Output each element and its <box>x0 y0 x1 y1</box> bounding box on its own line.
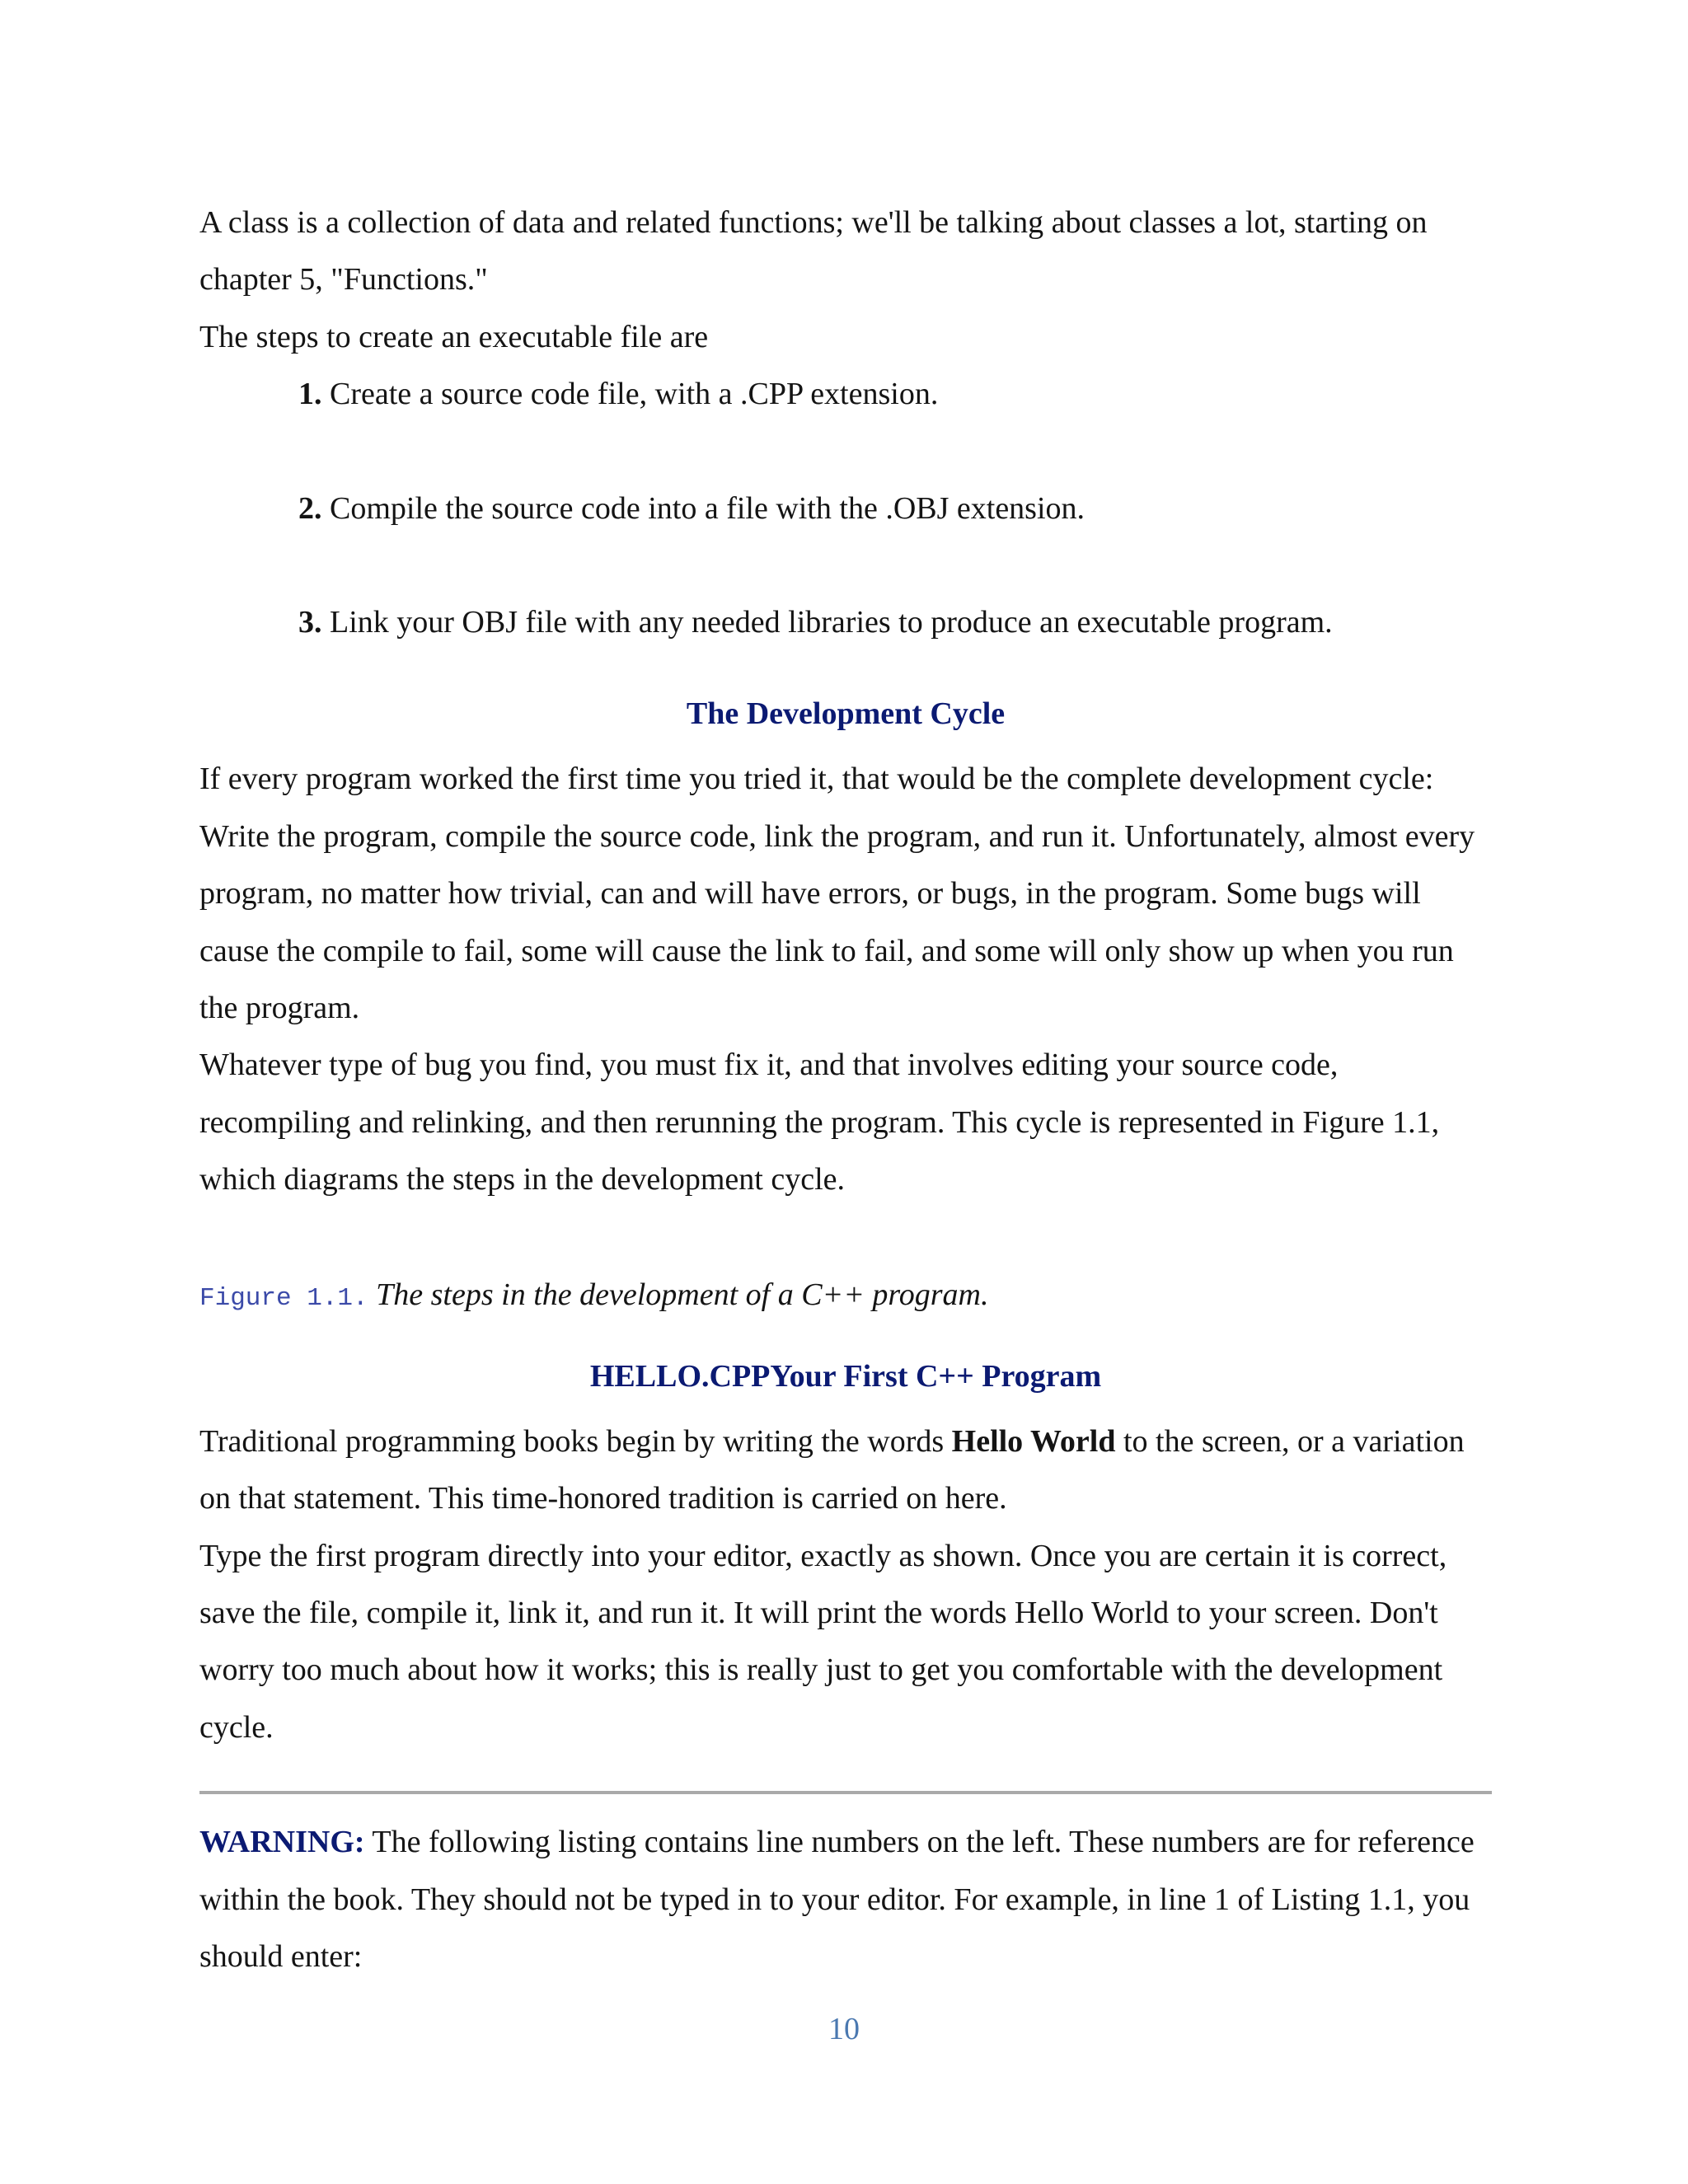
hello-world-bold: Hello World <box>951 1423 1116 1459</box>
steps-intro: The steps to create an executable file are <box>199 319 709 354</box>
horizontal-divider <box>199 1791 1492 1794</box>
step-text: Create a source code file, with a .CPP extension. <box>330 377 939 412</box>
hello-p1-before: Traditional programming books begin by writing the words <box>199 1423 952 1459</box>
section-heading-hello-cpp: HELLO.CPPYour First C++ Program <box>589 1358 1102 1394</box>
page-number: 10 <box>828 2012 860 2046</box>
step-number: 2. <box>298 490 322 526</box>
hello-paragraph-2: Type the first program directly into your editor, exactly as shown. Once you are certain it is correct, save the file, compile it, link it, and run it. It will print the words Hello World to your screen. Don't worry too much about how it works; this is really just to get you comfortable with the development cycle. <box>199 1538 1447 1745</box>
hello-p1-after: to the screen, or a variation on that statement. This time-honored tradition is carried on here. <box>199 1423 1465 1516</box>
list-item <box>199 594 1492 651</box>
step-text: Compile the source code into a file with the .OBJ extension. <box>330 490 1085 526</box>
warning-paragraph <box>199 1814 1492 1985</box>
figure-caption-text: The steps in the development of a C++ program. <box>376 1277 989 1312</box>
figure-caption <box>199 1267 1492 1327</box>
hello-paragraph-1 <box>199 1413 1492 1528</box>
figure-label: Figure 1.1. <box>199 1283 368 1313</box>
list-item <box>199 480 1492 537</box>
step-number: 3. <box>298 605 322 640</box>
list-item <box>199 366 1492 423</box>
development-cycle-paragraph-1: If every program worked the first time you tried it, that would be the complete development cycle: Write the program, compile the source code, link the program, and run it. Unfortunately, almost every program, no matter how trivial, can and will have errors, or bugs, in the program. Some bugs will cause the compile to fail, some will cause the link to fail, and some will only show up when you run the program. <box>199 762 1475 1026</box>
step-number: 1. <box>298 377 322 412</box>
page-content <box>199 194 1492 1985</box>
development-cycle-paragraph-2: Whatever type of bug you find, you must fix it, and that involves editing your source code, recompiling and relinking, and then rerunning the program. This cycle is represented in Figure 1.1, which diagrams the steps in the development cycle. <box>199 1047 1440 1197</box>
warning-text: The following listing contains line numbers on the left. These numbers are for reference within the book. They should not be typed in to your editor. For example, in line 1 of Listing 1.1, you should enter: <box>199 1825 1475 1974</box>
section-heading-development-cycle: The Development Cycle <box>686 696 1006 732</box>
warning-label: WARNING: <box>199 1825 365 1860</box>
intro-paragraph: A class is a collection of data and related functions; we'll be talking about classes a lot, starting on chapter 5, "Functions." <box>199 205 1428 298</box>
steps-list <box>199 366 1492 651</box>
step-text: Link your OBJ file with any needed libraries to produce an executable program. <box>330 605 1333 640</box>
